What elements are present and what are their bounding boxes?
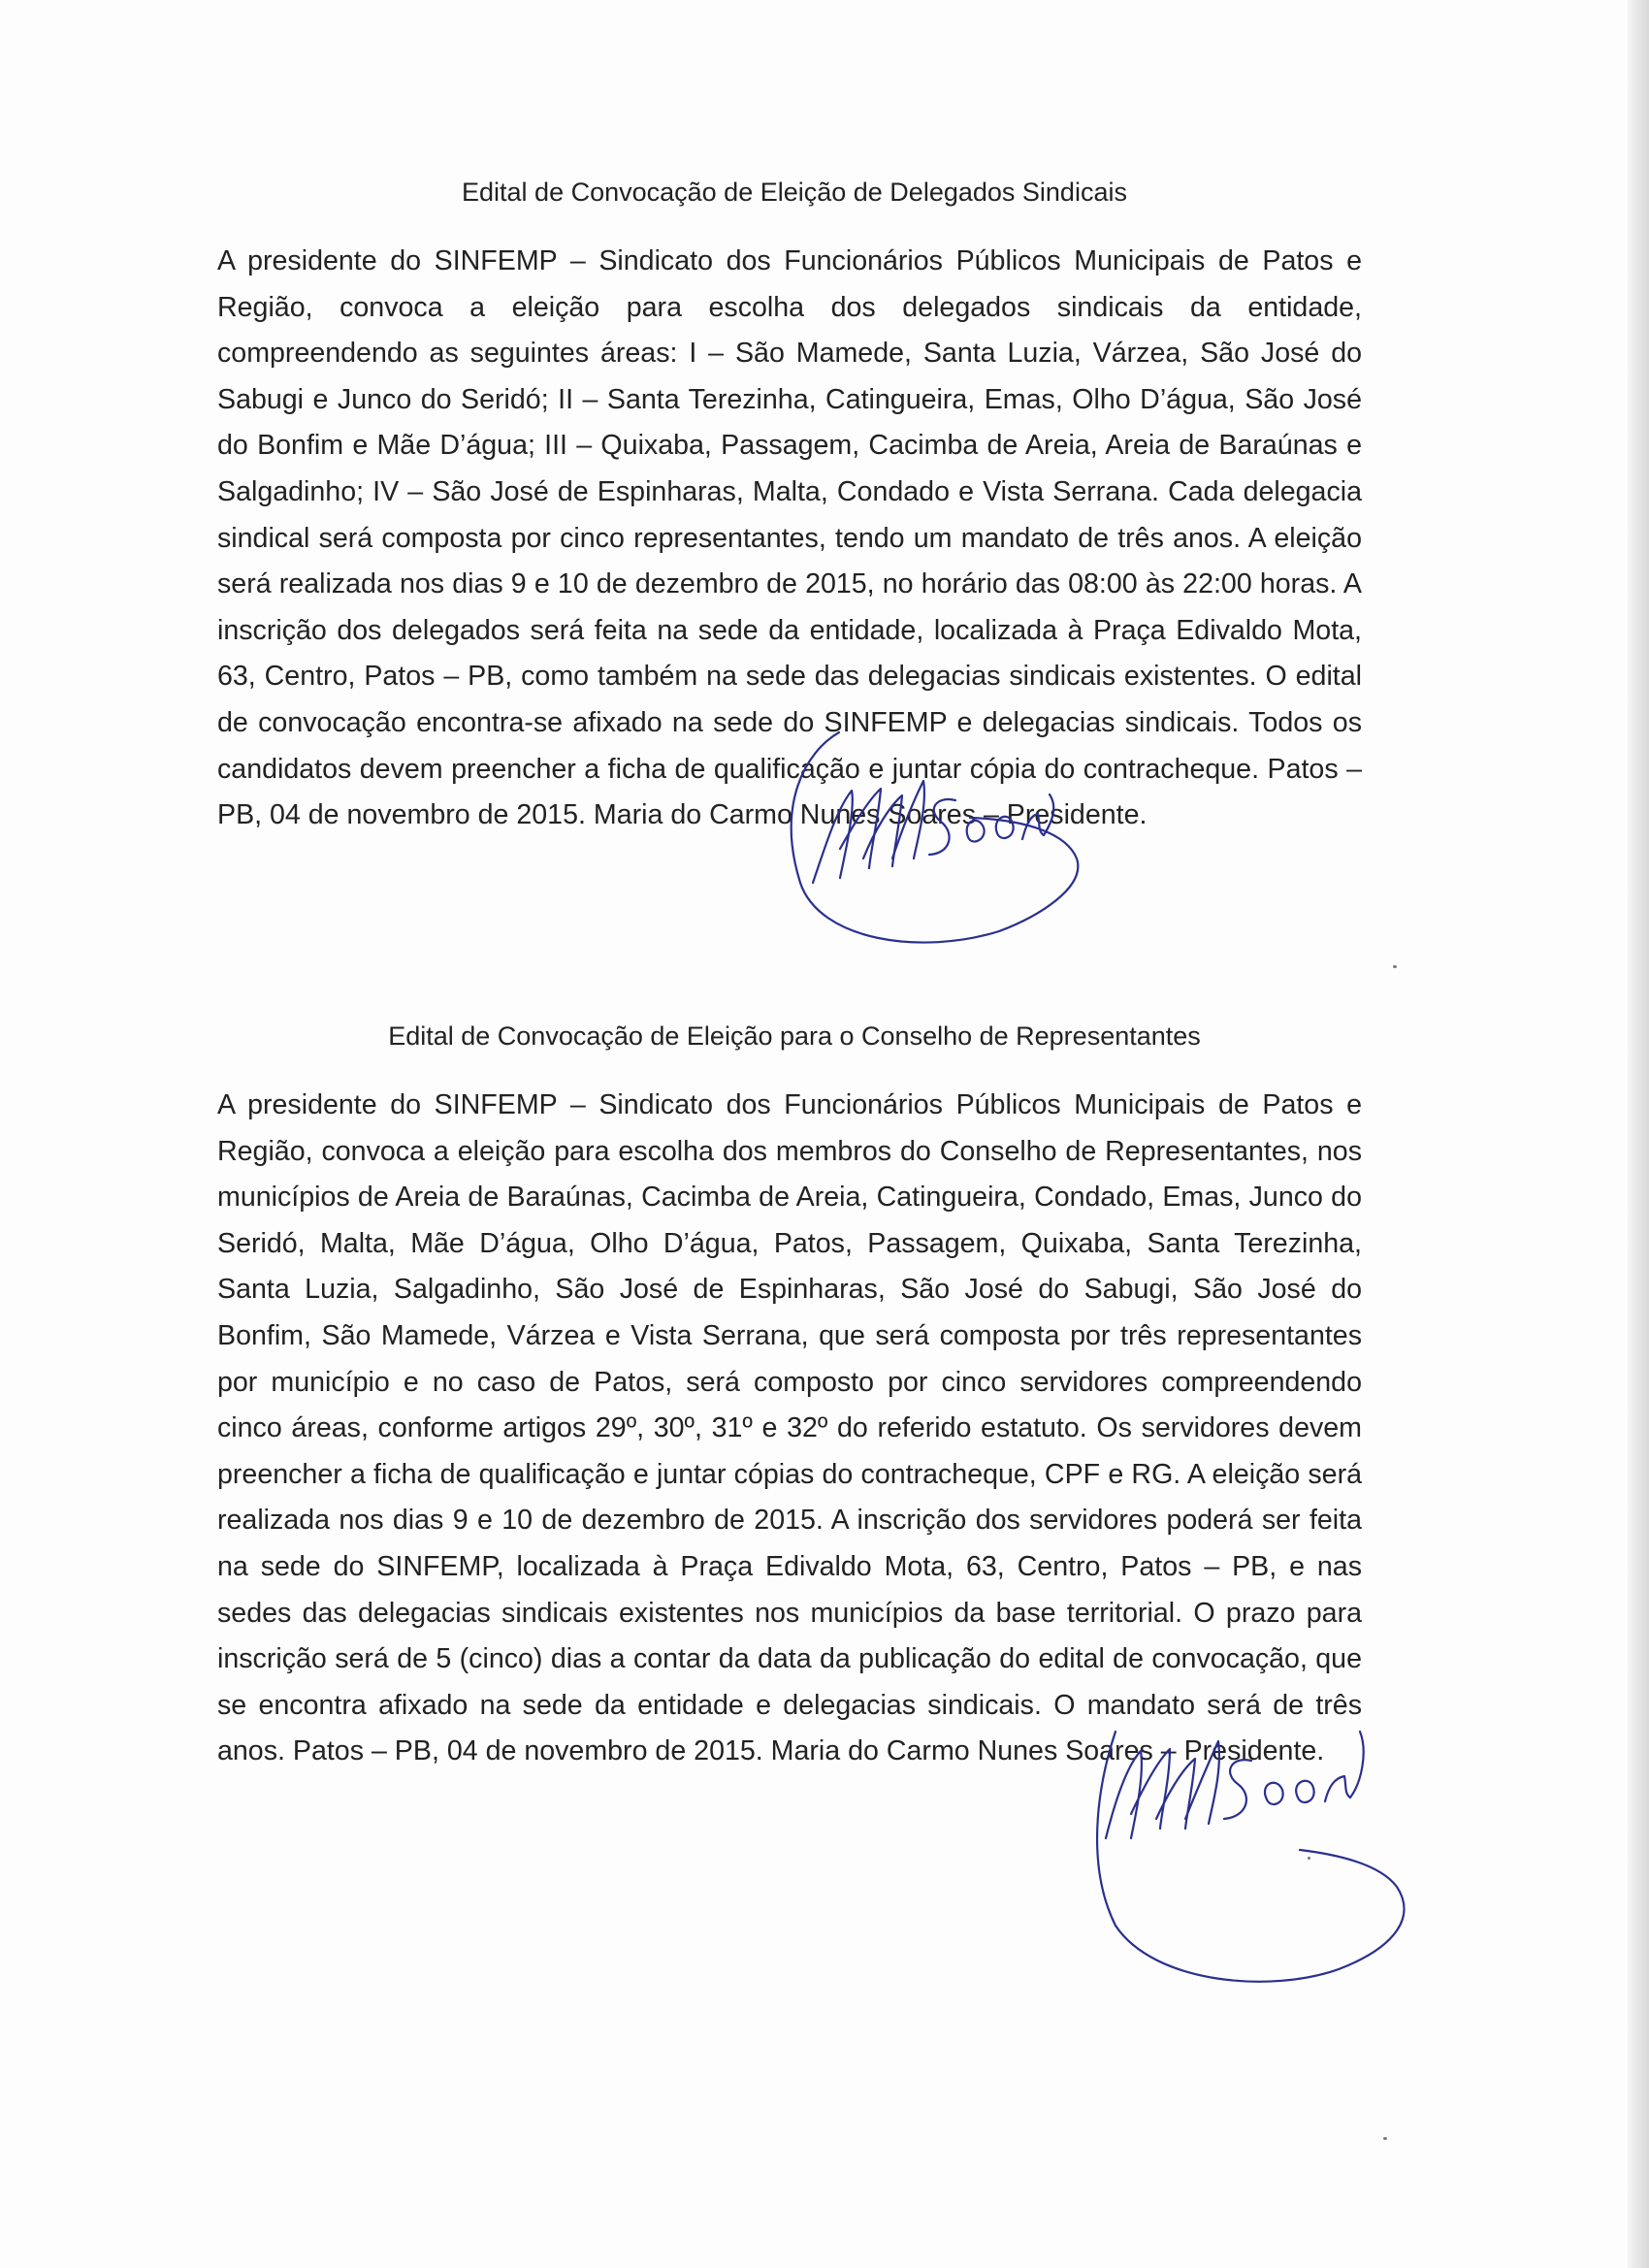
notice-delegados-sindicais [217, 173, 1362, 839]
paper-speck [1383, 2137, 1387, 2140]
notice-body: A presidente do SINFEMP – Sindicato dos Funcionários Públicos Municipais de Patos e Região, convoca a eleição para escolha dos membros do Conselho de Representantes, nos municípios de Areia de Baraúnas, Cacimba de Areia, Catingueira, Condado, Emas, Junco do Seridó, Malta, Mãe D’água, Olho D’água, Patos, Passagem, Quixaba, Santa Terezinha, Santa Luzia, Salgadinho, São José de Espinharas, São José do Sabugi, São José do Bonfim, São Mamede, Várzea e Vista Serrana, que será composta por três representantes por município e no caso de Patos, será composto por cinco servidores compreendendo cinco áreas, conforme artigos 29º, 30º, 31º e 32º do referido estatuto. Os servidores devem preencher a ficha de qualificação e juntar cópias do contracheque, CPF e RG. A eleição será realizada nos dias 9 e 10 de dezembro de 2015. A inscrição dos servidores poderá ser feita na sede do SINFEMP, localizada à Praça Edivaldo Mota, 63, Centro, Patos – PB, e nas sedes das delegacias sindicais existentes nos municípios da base territorial. O prazo para inscrição será de 5 (cinco) dias a contar da data da publicação do edital de convocação, que se encontra afixado na sede da entidade e delegacias sindicais. O mandato será de três anos. Patos – PB, 04 de novembro de 2015. Maria do Carmo Nunes Soares – Presidente. [217, 1089, 1362, 1767]
notice-title: Edital de Convocação de Eleição de Delegados Sindicais [462, 178, 1127, 207]
notice-body: A presidente do SINFEMP – Sindicato dos Funcionários Públicos Municipais de Patos e Região, convoca a eleição para escolha dos delegados sindicais da entidade, compreendendo as seguintes áreas: I – São Mamede, Santa Luzia, Várzea, São José do Sabugi e Junco do Seridó; II – Santa Terezinha, Catingueira, Emas, Olho D’água, São José do Bonfim e Mãe D’água; III – Quixaba, Passagem, Cacimba de Areia, Areia de Baraúnas e Salgadinho; IV – São José de Espinharas, Malta, Condado e Vista Serrana. Cada delegacia sindical será composta por cinco representantes, tendo um mandato de três anos. A eleição será realizada nos dias 9 e 10 de dezembro de 2015, no horário das 08:00 às 22:00 horas. A inscrição dos delegados será feita na sede da entidade, localizada à Praça Edivaldo Mota, 63, Centro, Patos – PB, como também na sede das delegacias sindicais existentes. O edital de convocação encontra-se afixado na sede do SINFEMP e delegacias sindicais. Todos os candidatos devem preencher a ficha de qualificação e juntar cópia do contracheque. Patos – PB, 04 de novembro de 2015. Maria do Carmo Nunes Soares – Presidente. [217, 245, 1362, 831]
paper-speck [1308, 1857, 1310, 1860]
notice-conselho-representantes [217, 1017, 1362, 1775]
notice-title: Edital de Convocação de Eleição para o Conselho de Representantes [388, 1021, 1201, 1051]
paper-speck [1393, 965, 1397, 968]
page-edge-shadow [1628, 0, 1649, 2268]
